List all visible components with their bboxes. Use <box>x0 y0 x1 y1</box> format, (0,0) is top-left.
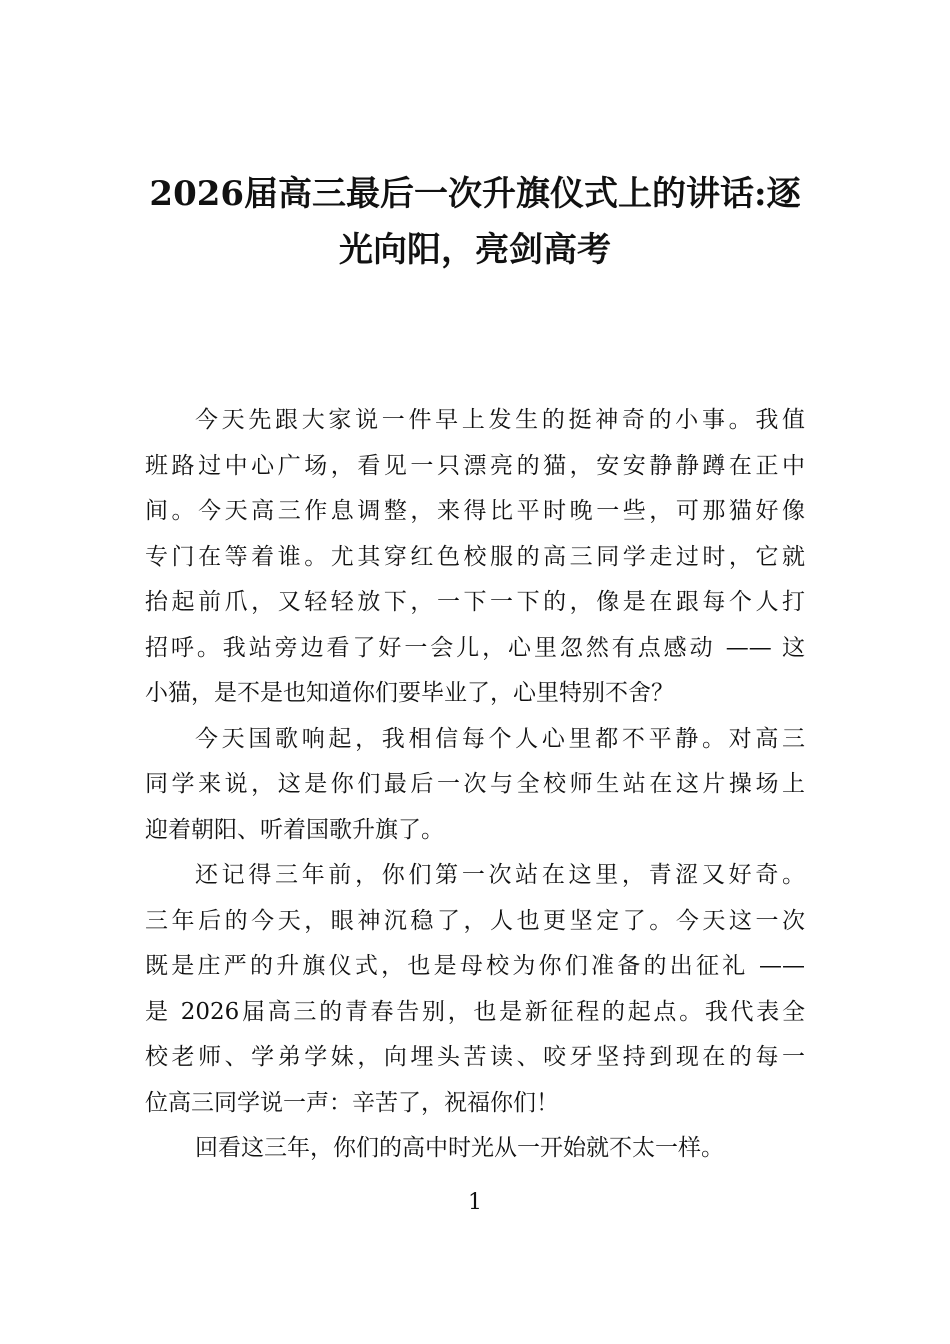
text-line: 还记得三年前，你们第一次站在这里，青涩又好奇。 <box>195 862 805 888</box>
text-line: 迎着朝阳、听着国歌升旗了。 <box>145 816 444 843</box>
text-line: 位高三同学说一声：辛苦了，祝福你们！ <box>145 1089 559 1116</box>
text-line: 是 2026届高三的青春告别，也是新征程的起点。我代表全 <box>145 998 805 1025</box>
title-line-2: 光向阳，亮剑高考 <box>339 230 611 270</box>
text-line: 三年后的今天，眼神沉稳了，人也更坚定了。今天这一次 <box>145 907 805 934</box>
text-line: 间。今天高三作息调整，来得比平时晚一些，可那猫好像 <box>145 498 805 524</box>
document-title <box>140 166 810 278</box>
text-line: 小猫，是不是也知道你们要毕业了，心里特别不舍？ <box>145 680 674 706</box>
text-line: 抬起前爪，又轻轻放下，一下一下的，像是在跟每个人打 <box>145 589 805 615</box>
text-line: 今天先跟大家说一件早上发生的挺神奇的小事。我值 <box>195 407 805 433</box>
title-line-1: 2026届高三最后一次升旗仪式上的讲话:逐 <box>149 174 801 214</box>
page-number: 1 <box>468 1190 482 1215</box>
text-line: 回看这三年，你们的高中时光从一开始就不太一样。 <box>195 1135 724 1161</box>
text-line: 同学来说，这是你们最后一次与全校师生站在这片操场上 <box>145 771 805 797</box>
text-line: 校老师、学弟学妹，向埋头苦读、咬牙坚持到现在的每一 <box>145 1044 805 1070</box>
text-line: 招呼。我站旁边看了好一会儿，心里忽然有点感动 —— 这 <box>145 634 805 661</box>
text-line: 班路过中心广场，看见一只漂亮的猫，安安静静蹲在正中 <box>145 452 805 479</box>
text-line: 既是庄严的升旗仪式，也是母校为你们准备的出征礼 —— <box>145 953 805 979</box>
text-line: 专门在等着谁。尤其穿红色校服的高三同学走过时，它就 <box>145 543 805 570</box>
document-body <box>145 398 805 1172</box>
text-line: 今天国歌响起，我相信每个人心里都不平静。对高三 <box>195 725 805 752</box>
